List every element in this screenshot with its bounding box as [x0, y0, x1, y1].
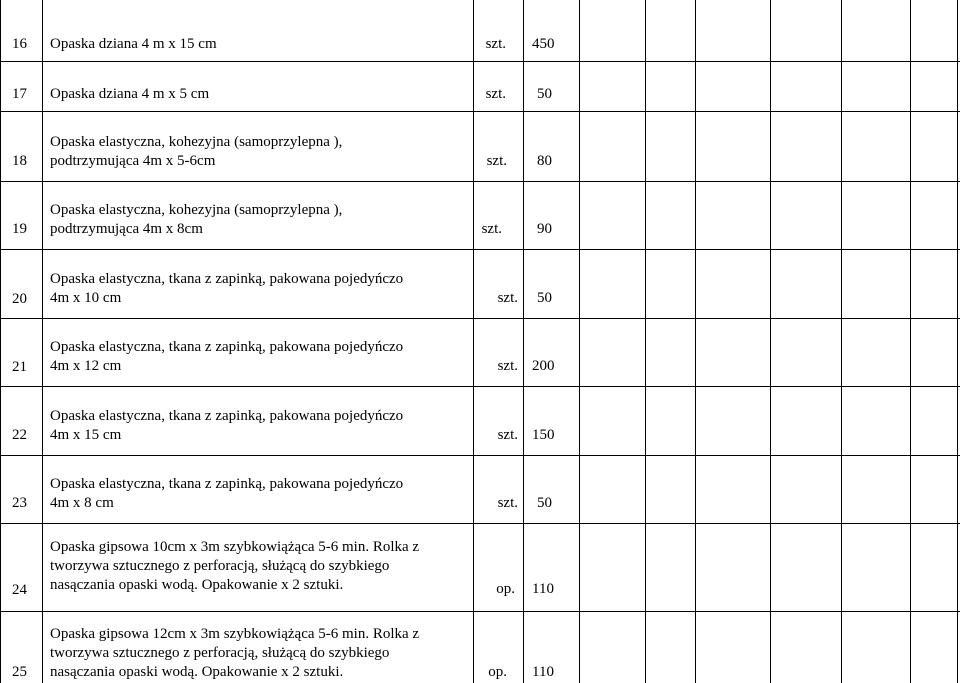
item-unit: op. — [488, 664, 507, 680]
item-unit: szt. — [485, 36, 506, 52]
description-line: Opaska elastyczna, tkana z zapinką, pakowana pojedyńczo — [50, 476, 404, 492]
description-line: Opaska gipsowa 12cm x 3m szybkowiążąca 5-6 min. Rolka z — [50, 626, 420, 642]
item-unit: szt. — [497, 427, 518, 443]
description-line: Opaska elastyczna, tkana z zapinką, pakowana pojedyńczo — [50, 271, 404, 287]
description-line: tworzywa sztucznego z perforacją, służącą do szybkiego — [50, 558, 390, 574]
row-number: 23 — [12, 495, 27, 511]
description-line: 4m x 8 cm — [50, 495, 114, 511]
item-quantity: 90 — [537, 221, 552, 237]
item-unit: szt. — [486, 153, 507, 169]
description-line: Opaska dziana 4 m x 5 cm — [50, 86, 210, 102]
item-quantity: 150 — [532, 427, 555, 443]
item-unit: szt. — [497, 290, 518, 306]
description-line: podtrzymująca 4m x 5-6cm — [50, 153, 216, 169]
description-line: 4m x 12 cm — [50, 358, 122, 374]
description-line: nasączania opaski wodą. Opakowanie x 2 sztuki. — [50, 577, 344, 593]
description-line: nasączania opaski wodą. Opakowanie x 2 sztuki. — [50, 664, 344, 680]
description-line: Opaska gipsowa 10cm x 3m szybkowiążąca 5-6 min. Rolka z — [50, 539, 420, 555]
item-quantity: 50 — [537, 86, 552, 102]
item-unit: szt. — [485, 86, 506, 102]
item-quantity: 50 — [537, 495, 552, 511]
row-number: 25 — [12, 664, 27, 680]
row-number: 18 — [12, 153, 27, 169]
item-unit: szt. — [481, 221, 502, 237]
row-number: 21 — [12, 359, 27, 375]
description-line: tworzywa sztucznego z perforacją, służącą do szybkiego — [50, 645, 390, 661]
row-number: 19 — [12, 221, 27, 237]
description-line: 4m x 15 cm — [50, 427, 122, 443]
item-quantity: 110 — [532, 581, 554, 597]
description-line: 4m x 10 cm — [50, 290, 122, 306]
description-line: Opaska elastyczna, tkana z zapinką, pakowana pojedyńczo — [50, 339, 404, 355]
row-number: 17 — [12, 86, 27, 102]
item-quantity: 50 — [537, 290, 552, 306]
description-line: podtrzymująca 4m x 8cm — [50, 221, 203, 237]
description-line: Opaska elastyczna, kohezyjna (samoprzylepna ), — [50, 134, 343, 150]
row-number: 16 — [12, 36, 27, 52]
description-line: Opaska elastyczna, kohezyjna (samoprzylepna ), — [50, 202, 343, 218]
description-line: Opaska elastyczna, tkana z zapinką, pakowana pojedyńczo — [50, 408, 404, 424]
row-number: 20 — [12, 291, 27, 307]
item-quantity: 450 — [532, 36, 555, 52]
row-number: 22 — [12, 427, 27, 443]
row-number: 24 — [12, 582, 27, 598]
item-quantity: 200 — [532, 358, 555, 374]
description-line: Opaska dziana 4 m x 15 cm — [50, 36, 217, 52]
item-unit: szt. — [497, 358, 518, 374]
item-unit: szt. — [497, 495, 518, 511]
item-quantity: 80 — [537, 153, 552, 169]
item-quantity: 110 — [532, 664, 554, 680]
item-unit: op. — [496, 581, 515, 597]
